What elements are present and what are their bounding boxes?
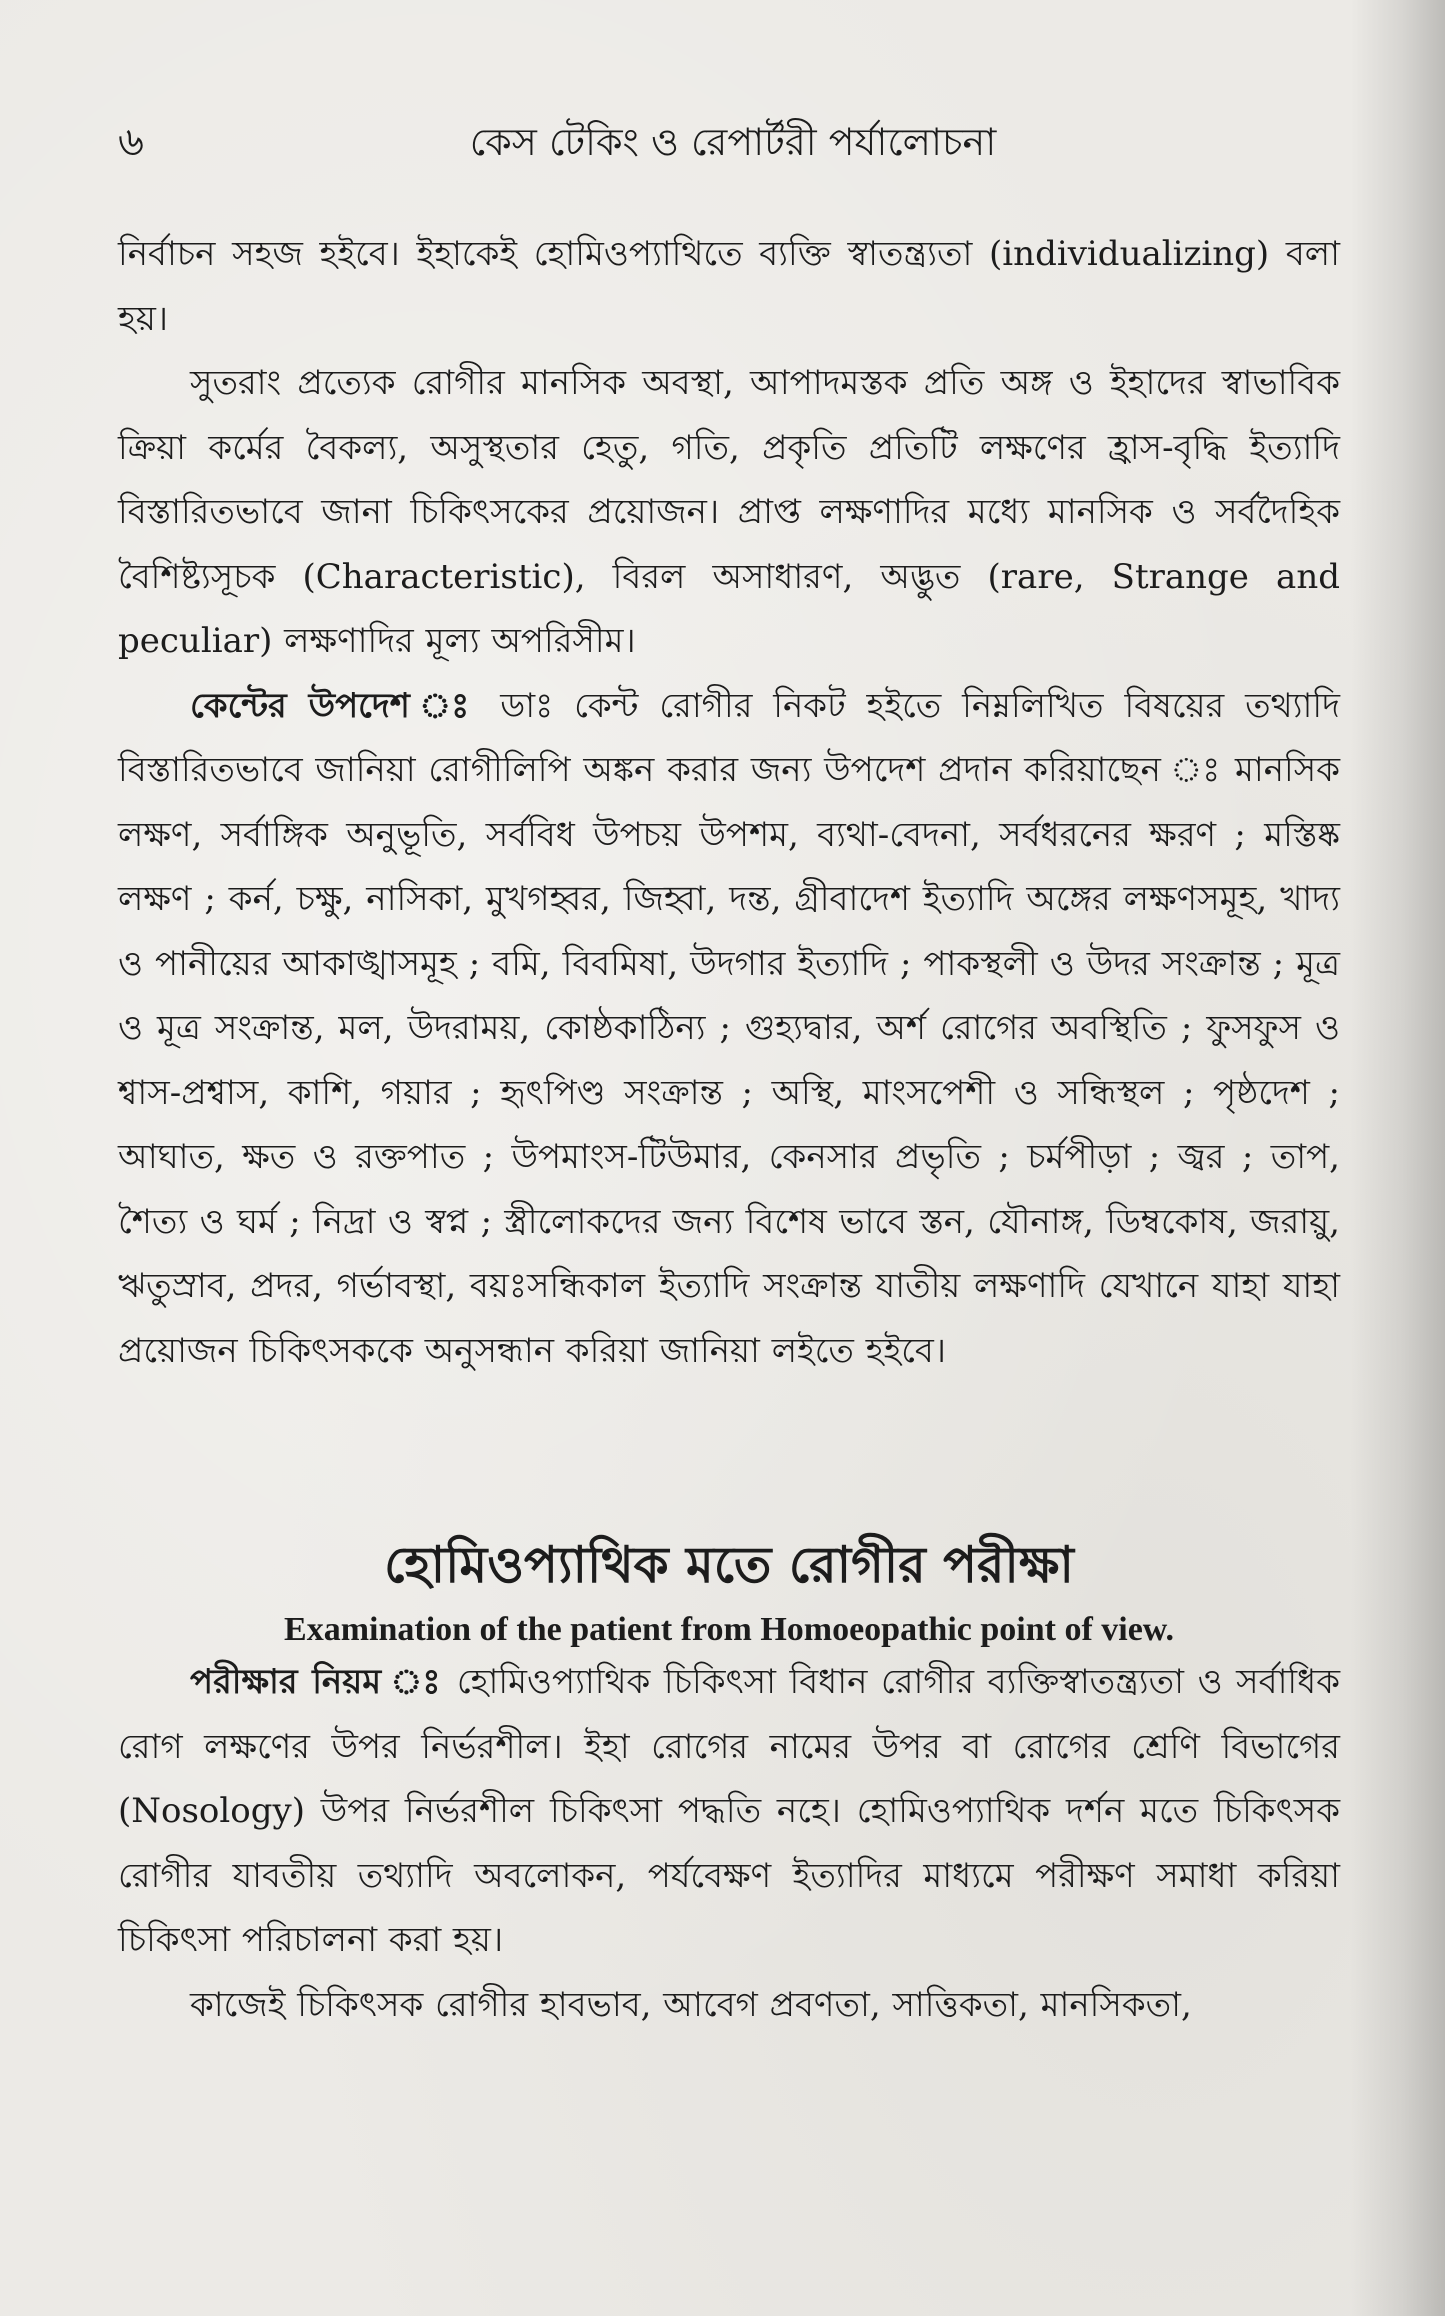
exam-rules-body: হোমিওপ্যাথিক চিকিৎসা বিধান রোগীর ব্যক্তিস্বাতন্ত্র্যতা ও সর্বাধিক রোগ লক্ষণের উপর নির্ভরশীল। ইহা রোগের নামের উপর বা রোগের শ্রেণি বিভাগের (Nosology) উপর নির্ভরশীল চিকিৎসা পদ্ধতি নহে। হোমিওপ্যাথিক দর্শন মতে চিকিৎসক রোগীর যাবতীয় তথ্যাদি অবলোকন, পর্যবেক্ষণ ইত্যাদির মাধ্যমে পরীক্ষণ সমাধা করিয়া চিকিৎসা পরিচালনা করা হয়। <box>118 1662 1340 1960</box>
section-subheading: Examination of the patient from Homoeopathic point of view. <box>284 1611 1174 1648</box>
paragraph-individualizing: নির্বাচন সহজ হইবে। ইহাকেই হোমিওপ্যাথিতে ব্যক্তি স্বাতন্ত্র্যতা (individualizing) বলা হয়। <box>118 234 1340 339</box>
paragraph-physician-observation: কাজেই চিকিৎসক রোগীর হাবভাব, আবেগ প্রবণতা, সাত্তিকতা, মানসিকতা, <box>190 1984 1192 2025</box>
exam-rules-lead: পরীক্ষার নিয়ম ঃ <box>190 1662 444 1702</box>
kent-advice-body: ডাঃ কেন্ট রোগীর নিকট হইতে নিম্নলিখিত বিষয়ের তথ্যাদি বিস্তারিতভাবে জানিয়া রোগীলিপি অঙ্কন করার জন্য উপদেশ প্রদান করিয়াছেন ঃ মানসিক লক্ষণ, সর্বাঙ্গিক অনুভূতি, সর্ববিধ উপচয় উপশম, ব্যথা-বেদনা, সর্বধরনের ক্ষরণ ; মস্তিষ্ক লক্ষণ ; কর্ন, চক্ষু, নাসিকা, মুখগহ্বর, জিহ্বা, দন্ত, গ্রীবাদেশ ইত্যাদি অঙ্গের লক্ষণসমূহ, খাদ্য ও পানীয়ের আকাঙ্খাসমূহ ; বমি, বিবমিষা, উদগার ইত্যাদি ; পাকস্থলী ও উদর সংক্রান্ত ; মূত্র ও মূত্র সংক্রান্ত, মল, উদরাময়, কোষ্ঠকাঠিন্য ; গুহ্যদ্বার, অর্শ রোগের অবস্থিতি ; ফুসফুস ও শ্বাস-প্রশ্বাস, কাশি, গয়ার ; হৃৎপিণ্ড সংক্রান্ত ; অস্থি, মাংসপেশী ও সন্ধিস্থল ; পৃষ্ঠদেশ ; আঘাত, ক্ষত ও রক্তপাত ; উপমাংস-টিউমার, কেনসার প্রভৃতি ; চর্মপীড়া ; জ্বর ; তাপ, শৈত্য ও ঘর্ম ; নিদ্রা ও স্বপ্ন ; স্ত্রীলোকদের জন্য বিশেষ ভাবে স্তন, যৌনাঙ্গ, ডিম্বকোষ, জরায়ু, ঋতুস্রাব, প্রদর, গর্ভাবস্থা, বয়ঃসন্ধিকাল ইত্যাদি সংক্রান্ত যাতীয় লক্ষণাদি যেখানে যাহা যাহা প্রয়োজন চিকিৎসককে অনুসন্ধান করিয়া জানিয়া লইতে হইবে। <box>118 685 1340 1371</box>
paragraph-kent-advice <box>118 674 1340 1384</box>
paragraph-exam-rules <box>118 1650 1340 1973</box>
section-heading: হোমিওপ্যাথিক মতে রোগীর পরীক্ষা <box>384 1535 1074 1594</box>
running-title: কেস টেকিং ও রেপার্টরী পর্যালোচনা <box>469 120 997 164</box>
paragraph-mental-state: সুতরাং প্রত্যেক রোগীর মানসিক অবস্থা, আপাদমস্তক প্রতি অঙ্গ ও ইহাদের স্বাভাবিক ক্রিয়া কর্মের বৈকল্য, অসুস্থতার হেতু, গতি, প্রকৃতি প্রতিটি লক্ষণের হ্রাস-বৃদ্ধি ইত্যাদি বিস্তারিতভাবে জানা চিকিৎসকের প্রয়োজন। প্রাপ্ত লক্ষণাদির মধ্যে মানসিক ও সর্বদৈহিক বৈশিষ্ট্যসূচক (Characteristic), বিরল অসাধারণ, অদ্ভুত (rare, Strange and peculiar) লক্ষণাদির মূল্য অপরিসীম। <box>118 363 1340 661</box>
body-text-top <box>118 222 1340 1383</box>
page-edge-shadow <box>1350 0 1445 2316</box>
page-number: ৬ <box>118 119 145 165</box>
kent-advice-lead: কেন্টের উপদেশ ঃ <box>190 685 480 726</box>
body-text-bottom <box>118 1650 1340 2037</box>
page-header <box>118 112 1348 172</box>
